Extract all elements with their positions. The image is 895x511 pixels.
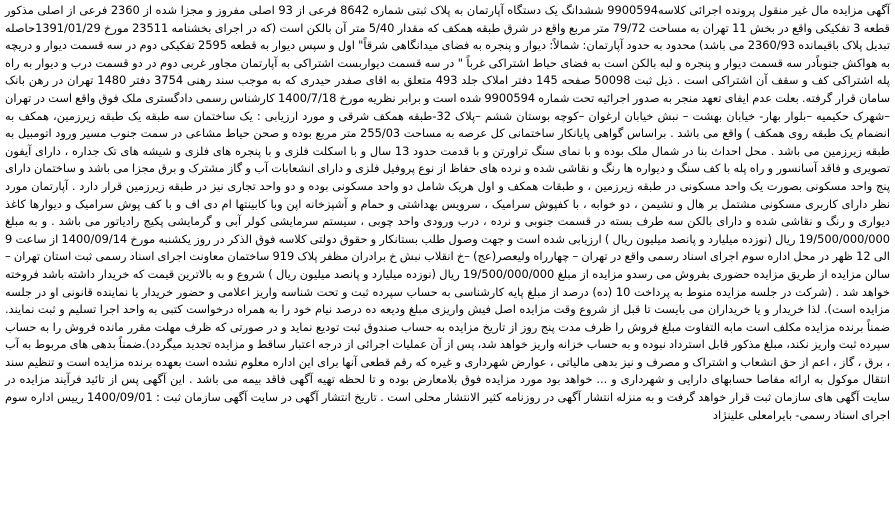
auction-notice-text: آگهی مزایده مال غیر منقول پرونده اجرائی کلاسه9900594 ششدانگ یک دستگاه آپارتمان به پلاک ثبتی شماره 8642 فرعی از 93 اصلی مفروز و مجزا شده از 2360 فرعی از اصلی مذکور قطعه 3 تفکیکی واقع در بخش 11 تهران به مساحت 79/72 متر مربع واقع در شرق طبقه همکف که مقدار 5/40 متر آن بالکن است (که در اجرای بخشنامه 23511 مورخ 1391/01/29حاصله تبدیل پلاک باقیمانده 2360/93 می باشد) محدود به حدود آپارتمان: شمالاً: دیوار و پنجره به فضای میدانگاهی شرقاً" اول و سپس دیوار به قطعه 2595 تفکیکی دوم در سه قسمت دیوار و دریچه به هواکش جنوباًدر سه قسمت دیوار و پنجره و لبه بالکن است به فضای حیاط اشتراکی غرباً " در سه قسمت دیواربست اشتراکی به آپارتمان مجاور غربی دوم در دو قسمت درب و دیوار به راه پله اشتراکی کف و سقف آن اشتراکی است . ذیل ثبت 50098 صفحه 145 دفتر املاک جلد 493 متعلق به اقای صفدر حیدری که به موجب سند رهنی 3754 دفتر 1480 تهران در رهن بانک سامان قرار گرفته. بعلت عدم ایفای تعهد منجر به صدور اجرائیه تحت شماره 9900594 شده است و برابر نظریه مورخ 1400/7/18 کارشناس رسمی دادگستری ملک فوق واقع است در تهران –شهرک حکیمیه –بلوار بهار- خیابان بهشت – نبش خیابان ارغوان –کوچه بوستان ششم –پلاک 32-طبقه همکف شرقی و مورد ارزیابی : یک ساختمان سه طبقه یک طبقه زیرزمین، همکف به انضمام یک طبقه روی همکف ) واقع می باشد . براساس گواهی پایانکار ساختمانی کل عرصه به مساحت 255/03 متر مربع بوده و صحن حیاط مشاعی در سمت جنوب مسیر ورود اتومبیل به طبقه زیرزمین می باشد . محل احداث بنا در شمال ملک بوده و با نمای سنگ تراورتن و با قدمت حدود 13 سال و با اسکلت فلزی و با پنجره های فلزی و شیشه های تک جداره ، دارای آیفون تصویری و فاقد آسانسور و راه پله با کف سنگ و دیواره ها رنگ و نقاشی شده و نرده های حفاظ از نوع پروفیل فلزی و دارای انشعابات آب و گاز مشترک و برق مجزا می باشد و ساختمان دارای پنج واحد مسکونی بصورت یک واحد مسکونی در طبقه زیرزمین ، و طبقات همکف و اول هریک شامل دو واحد مسکونی بوده و دو واحد تجاری نیز در طبقه زیرزمین قرار دارد . آپارتمان مورد نظر دارای کاربری مسکونی مشتمل بر هال و نشیمن ، دو خوابه ، با کفپوش سرامیک ، سرویس بهداشتی و حمام و آشپزخانه اپن وبا کابینتها ام دی اف و با کف پوش سرامیک و دیوارها کاغذ دیواری و رنگ و نقاشی شده و دارای بالکن سه طرف بسته در قسمت جنوبی و نرده ، درب ورودی واحد چوبی ، سیستم سرمایشی کولر آبی و گرمایشی پکیج رادیاتور می باشد . و به مبلغ 19/500/000/000 ریال (نوزده میلیارد و پانصد میلیون ریال ) ارزیابی شده است و جهت وصول طلب بستانکار و حقوق دولتی کلاسه فوق الذکر در روز یکشنبه مورخ 1400/09/14 از ساعت 9 الی 12 ظهر در محل اداره سوم اجرای اسناد رسمی واقع در تهران – چهارراه ولیعصر(عج) –خ انقلاب نبش خ برادران مظفر پلاک 919 ساختمان معاونت اجرای اسناد رسمی ثبت استان تهران – سالن مزایده از طریق مزایده حضوری بفروش می رسدو مزایده از مبلغ 19/500/000/000 ریال (نوزده میلیارد و پانصد میلیون ریال ) شروع و به بالاترین قیمت که خریدار داشته باشد فروخته خواهد شد . (شرکت در جلسه مزایده منوط به پرداخت 10 (ده) درصد از مبلغ پایه کارشناسی به حساب سپرده ثبت و تحت شناسه واریز اعلامی و حضور خریدار یا نماینده قانونی او در جلسه مزایده است). لذا خریدار و یا خریداران می بایست تا قبل از شروع وقت مزایده اصل فیش واریزی مبلغ ودیعه ده درصد نیام خود را به همراه درخواست کتبی به واحد اجرا تسلیم و ثبت نمایند. ضمناً برنده مزایده مکلف است مابه التفاوت مبلغ فروش را ظرف مدت پنج روز از تاریخ مزایده به حساب صندوق ثبت تودیع نماید و در صورتی که ظرف مهلت مقرر مانده فروش را به حساب سپرده ثبت واریز نکند، مبلغ مذکور قابل استرداد نبوده و به حساب خزانه واریز خواهد شد، پس از آن عملیات اجرائی از درجه اعتبار ساقط و مزایده تجدید میگردد).ضمناً بدهی های مربوط به آب ، برق ، گاز ، اعم از حق انشعاب و اشتراک و مصرف و نیز بدهی مالیاتی ، عوارض شهرداری و غیره که رقم قطعی آنها برای این اداره معلوم نشده است بعهده برنده مزایده است و تنظیم سند انتقال موکول به ارائه مفاصا حسابهای دارایی و شهرداری و ... خواهد بود مورد مزایده فوق بلامعارض بوده و تا لحظه تهیه آگهی فاقد بیمه می باشد . این آگهی پس از تائید فرآیند مزایده در سایت آگهی های سازمان ثبت قرار خواهد گرفت و به منزله انتشار آگهی در روزنامه کثیر الانتشار محلی است . تاریخ انتشار آگهی در سایت آگهی سازمان ثبت : 1400/09/01 رییس اداره سوم اجرای اسناد رسمی- بایرامعلی علینژاد xyxy=(5,3,891,422)
